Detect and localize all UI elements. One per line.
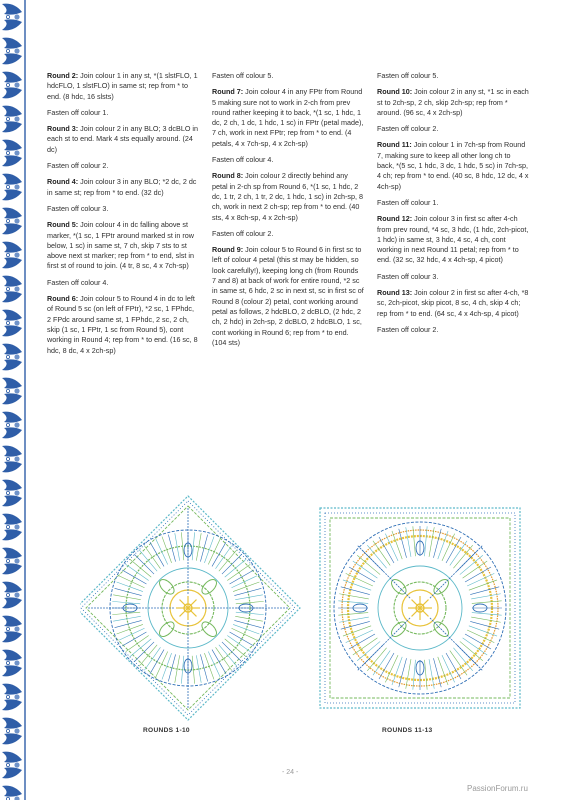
- round-label: Round 9:: [212, 245, 244, 255]
- round-instruction: [47, 294, 199, 356]
- round-label: Round 5:: [47, 220, 79, 230]
- instructions-column-3: [377, 71, 529, 341]
- instruction-text: Join colour 1 in 7ch-sp from Round 7, making sure to keep all other long ch to back, *(5 sc, 1 hdc, 3 dc, 1 hdc, 5 sc) in 7ch-sp, 4 ch; rep from * to end. (40 sc, 8 hdc, 12 dc, 4 x 4ch-sp): [377, 140, 529, 191]
- instruction-text: Fasten off colour 1.: [377, 197, 439, 207]
- round-label: Round 4:: [47, 177, 79, 187]
- fasten-off-note: [47, 204, 199, 214]
- watermark: PassionForum.ru: [467, 784, 528, 793]
- instruction-text: Fasten off colour 2.: [47, 161, 109, 171]
- instruction-text: Fasten off colour 5.: [377, 71, 439, 80]
- round-instruction: [47, 220, 199, 271]
- instruction-text: Join colour 4 in any FPtr from Round 5 making sure not to work in 2-ch from prev round rather keeping it to back, *(1 sc, 1 hdc, 1 dc, 2 ch, 1 dc, 1 hdc, 1 sc) in FPtr (petal made), 7 ch, work in next FPtr; rep from * to end. (4 petals, 4 x 7ch-sp, 4 x 2ch-sp): [212, 87, 364, 148]
- round-label: Round 13:: [377, 288, 413, 298]
- instruction-text: Join colour 2 in any st, *1 sc in each st to 2ch-sp, 2 ch, skip 2ch-sp; rep from * around. (96 sc, 4 x 2ch-sp): [377, 87, 529, 117]
- round-instruction: [377, 140, 529, 191]
- chart-rounds-1-10: [80, 496, 300, 720]
- folk-border-ornament: [0, 0, 28, 800]
- instruction-text: Join colour 4 in dc falling above st marker, *(1 sc, 1 FPtr around marked st in row below, 1 sc) in same st, 7 ch, skip 7 sts to st above next st marker; rep from * to end, slst in first st of round to join. (4 tr, 8 sc, 4 x 7ch-sp): [47, 220, 195, 271]
- round-label: Round 11:: [377, 140, 412, 150]
- round-instruction: [47, 71, 199, 102]
- round-label: Round 6:: [47, 294, 79, 304]
- instruction-text: Join colour 1 in any st, *(1 slstFLO, 1 hdcFLO, 1 slstFLO) in same st; rep from * to end. (8 hdc, 16 slsts): [47, 71, 198, 101]
- instruction-text: Fasten off colour 1.: [47, 107, 109, 117]
- instruction-text: Join colour 3 in any BLO; *2 dc, 2 dc in same st; rep from * to end. (32 dc): [47, 177, 197, 197]
- instruction-text: Fasten off colour 2.: [377, 324, 439, 334]
- caption-rounds-1-10: ROUNDS 1-10: [143, 727, 190, 734]
- round-instruction: [47, 124, 199, 155]
- fasten-off-note: [377, 272, 529, 282]
- round-label: Round 7:: [212, 87, 244, 97]
- round-instruction: [212, 245, 364, 348]
- fasten-off-note: [377, 325, 529, 335]
- round-label: Round 3:: [47, 124, 79, 134]
- instruction-text: Fasten off colour 3.: [377, 271, 439, 281]
- fasten-off-note: [377, 71, 529, 81]
- round-label: Round 12:: [377, 214, 413, 224]
- instruction-text: Fasten off colour 4.: [47, 277, 109, 287]
- instruction-text: Fasten off colour 2.: [377, 124, 439, 134]
- instruction-text: Join colour 3 in first sc after 4-ch from prev round, *4 sc, 3 hdc, (1 hdc, 2ch-picot, 1 hdc) in same st, 3 hdc, 4 sc, 4 ch, cont working in next Round 11 petal; rep from * to end. (32 sc, 32 hdc, 4 x 4ch-sp, 4 picot): [377, 214, 529, 265]
- round-instruction: [377, 288, 529, 319]
- round-instruction: [377, 214, 529, 265]
- chart-rounds-11-13: [320, 508, 520, 708]
- round-label: Round 8:: [212, 171, 244, 181]
- instruction-text: Fasten off colour 5.: [212, 71, 274, 80]
- round-label: Round 10:: [377, 87, 413, 97]
- crochet-charts: [80, 488, 560, 738]
- instruction-text: Join colour 2 in any BLO; 3 dcBLO in each st to end. Mark 4 sts equally around. (24 dc): [47, 124, 199, 154]
- instruction-text: Join colour 5 to Round 6 in first sc to left of colour 4 petal (this st may be hidden, so look carefully!), keeping long ch (from Rounds 7 and 8) at back of work for entire round, *2 sc in same st, 6 hdc, 2 sc in next st, sc in first sc of Round 8 (colour 2) petal, cont working around petal as follows, 2 hdcBLO, 2 dcBLO, (2 hdc, 2 ch, 2 hdc) in 2ch-sp, 2 dcBLO, 2 hdcBLO, 1 sc, cont working in Round 6; rep from * to end. (104 sts): [212, 245, 364, 347]
- round-instruction: [212, 171, 364, 222]
- round-label: Round 2:: [47, 71, 79, 80]
- instruction-text: Join colour 2 in first sc after 4-ch, *8 sc, 2ch-picot, skip picot, 8 sc, 4 ch, skip 4 ch; rep from * to end. (64 sc, 4 x 4ch-sp, 4 picot): [377, 288, 529, 318]
- round-instruction: [47, 177, 199, 198]
- instruction-text: Join colour 2 directly behind any petal in 2-ch sp from Round 6, *(1 sc, 1 hdc, 2 dc, 1 tr, 2 ch, 1 tr, 2 dc, 1 hdc, 1 sc) in 2ch-sp, 8 ch, work in next 2 ch-sp; rep from * to end. (40 sts, 4 x 8ch-sp, 4 x 2ch-sp): [212, 171, 364, 222]
- fasten-off-note: [47, 278, 199, 288]
- fasten-off-note: [377, 124, 529, 134]
- caption-rounds-11-13: ROUNDS 11-13: [382, 727, 433, 734]
- fasten-off-note: [47, 108, 199, 118]
- instruction-text: Fasten off colour 4.: [212, 155, 274, 165]
- round-instruction: [212, 87, 364, 149]
- fasten-off-note: [212, 71, 364, 81]
- fasten-off-note: [47, 161, 199, 171]
- fasten-off-note: [212, 229, 364, 239]
- page-number: - 24 -: [282, 769, 299, 776]
- instruction-text: Fasten off colour 2.: [212, 228, 274, 238]
- fasten-off-note: [377, 198, 529, 208]
- instructions-column-1: [47, 71, 199, 362]
- instruction-text: Join colour 5 to Round 4 in dc to left of Round 5 sc (on left of FPtr), *2 sc, 1 FPhdc, 2 FPdc around same st, 1 FPhdc, 2 sc, 2 ch, skip (1 sc, 1 FPtr, 1 sc from Round 5), cont working in Round 4; rep from * to end. (16 sc, 8 hdc, 8 dc, 4 x 2ch-sp): [47, 294, 198, 355]
- instruction-text: Fasten off colour 3.: [47, 203, 109, 213]
- round-instruction: [377, 87, 529, 118]
- instructions-column-2: [212, 71, 364, 354]
- fasten-off-note: [212, 155, 364, 165]
